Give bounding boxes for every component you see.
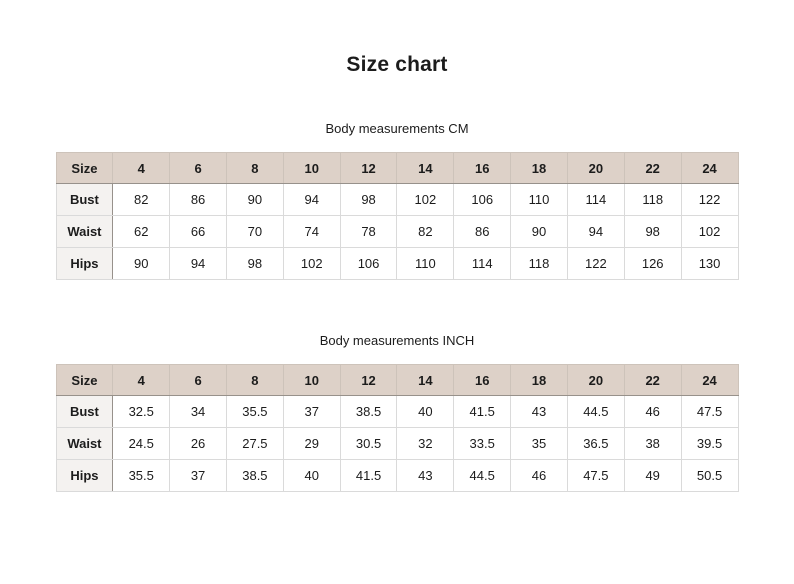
measurement-cell: 94 xyxy=(283,184,340,216)
measurement-cell: 37 xyxy=(170,460,227,492)
measurement-cell: 41.5 xyxy=(454,396,511,428)
measurement-cell: 32.5 xyxy=(113,396,170,428)
measurement-cell: 66 xyxy=(170,216,227,248)
row-label: Waist xyxy=(56,428,113,460)
size-column-header: 10 xyxy=(283,365,340,396)
size-column-header: 10 xyxy=(283,153,340,184)
measurement-cell: 118 xyxy=(624,184,681,216)
measurement-cell: 90 xyxy=(226,184,283,216)
measurement-cell: 114 xyxy=(454,248,511,280)
measurement-cell: 29 xyxy=(283,428,340,460)
row-label: Waist xyxy=(56,216,113,248)
measurement-cell: 40 xyxy=(283,460,340,492)
table-caption-cm: Body measurements CM xyxy=(325,121,469,136)
measurement-cell: 102 xyxy=(283,248,340,280)
measurement-cell: 110 xyxy=(397,248,454,280)
size-column-header: 24 xyxy=(681,365,738,396)
measurement-cell: 94 xyxy=(567,216,624,248)
measurement-cell: 44.5 xyxy=(567,396,624,428)
measurement-cell: 130 xyxy=(681,248,738,280)
size-column-header: 14 xyxy=(397,153,454,184)
measurement-cell: 50.5 xyxy=(681,460,738,492)
measurement-cell: 44.5 xyxy=(454,460,511,492)
measurement-cell: 27.5 xyxy=(226,428,283,460)
measurement-cell: 32 xyxy=(397,428,454,460)
measurement-cell: 26 xyxy=(170,428,227,460)
size-column-header: 8 xyxy=(226,365,283,396)
measurement-cell: 33.5 xyxy=(454,428,511,460)
table-row xyxy=(56,396,738,428)
size-column-header: 6 xyxy=(170,153,227,184)
measurement-cell: 40 xyxy=(397,396,454,428)
measurement-cell: 41.5 xyxy=(340,460,397,492)
size-column-header: 4 xyxy=(113,365,170,396)
header-row xyxy=(56,365,738,396)
measurement-cell: 78 xyxy=(340,216,397,248)
measurement-cell: 94 xyxy=(170,248,227,280)
measurement-cell: 98 xyxy=(624,216,681,248)
measurement-cell: 38 xyxy=(624,428,681,460)
size-table-section-inch xyxy=(0,333,794,492)
row-label: Bust xyxy=(56,184,113,216)
page-title: Size chart xyxy=(346,53,448,76)
measurement-cell: 82 xyxy=(397,216,454,248)
header-row xyxy=(56,153,738,184)
table-row xyxy=(56,184,738,216)
size-column-header: 12 xyxy=(340,153,397,184)
measurement-cell: 38.5 xyxy=(340,396,397,428)
measurement-cell: 24.5 xyxy=(113,428,170,460)
table-row xyxy=(56,460,738,492)
row-label: Hips xyxy=(56,460,113,492)
measurement-cell: 46 xyxy=(624,396,681,428)
measurement-cell: 37 xyxy=(283,396,340,428)
measurement-cell: 38.5 xyxy=(226,460,283,492)
measurement-cell: 102 xyxy=(681,216,738,248)
size-column-header: 20 xyxy=(567,365,624,396)
measurement-cell: 46 xyxy=(511,460,568,492)
table-row xyxy=(56,428,738,460)
measurement-cell: 62 xyxy=(113,216,170,248)
measurement-cell: 106 xyxy=(340,248,397,280)
size-column-header: 8 xyxy=(226,153,283,184)
size-column-header: 6 xyxy=(170,365,227,396)
measurement-cell: 122 xyxy=(567,248,624,280)
measurement-cell: 118 xyxy=(511,248,568,280)
size-column-header: 16 xyxy=(454,365,511,396)
size-column-header: 4 xyxy=(113,153,170,184)
size-table-section-cm xyxy=(0,121,794,280)
row-label: Bust xyxy=(56,396,113,428)
size-header-label: Size xyxy=(56,153,113,184)
size-column-header: 18 xyxy=(511,153,568,184)
measurement-cell: 49 xyxy=(624,460,681,492)
table-row xyxy=(56,216,738,248)
table-caption-inch: Body measurements INCH xyxy=(319,333,475,348)
measurement-cell: 86 xyxy=(170,184,227,216)
measurement-cell: 47.5 xyxy=(681,396,738,428)
size-column-header: 18 xyxy=(511,365,568,396)
measurement-cell: 82 xyxy=(113,184,170,216)
measurement-cell: 70 xyxy=(226,216,283,248)
measurement-cell: 106 xyxy=(454,184,511,216)
measurement-cell: 74 xyxy=(283,216,340,248)
table-row xyxy=(56,248,738,280)
measurement-cell: 35.5 xyxy=(113,460,170,492)
measurement-cell: 102 xyxy=(397,184,454,216)
size-table-cm xyxy=(56,152,739,280)
measurement-cell: 90 xyxy=(113,248,170,280)
measurement-cell: 43 xyxy=(511,396,568,428)
measurement-cell: 43 xyxy=(397,460,454,492)
measurement-cell: 35 xyxy=(511,428,568,460)
size-column-header: 16 xyxy=(454,153,511,184)
measurement-cell: 110 xyxy=(511,184,568,216)
measurement-cell: 39.5 xyxy=(681,428,738,460)
measurement-cell: 47.5 xyxy=(567,460,624,492)
size-column-header: 22 xyxy=(624,365,681,396)
size-column-header: 20 xyxy=(567,153,624,184)
row-label: Hips xyxy=(56,248,113,280)
measurement-cell: 122 xyxy=(681,184,738,216)
measurement-cell: 30.5 xyxy=(340,428,397,460)
measurement-cell: 114 xyxy=(567,184,624,216)
measurement-cell: 98 xyxy=(340,184,397,216)
measurement-cell: 90 xyxy=(511,216,568,248)
measurement-cell: 35.5 xyxy=(226,396,283,428)
measurement-cell: 126 xyxy=(624,248,681,280)
size-column-header: 24 xyxy=(681,153,738,184)
size-column-header: 22 xyxy=(624,153,681,184)
measurement-cell: 34 xyxy=(170,396,227,428)
size-table-inch xyxy=(56,364,739,492)
measurement-cell: 36.5 xyxy=(567,428,624,460)
measurement-cell: 86 xyxy=(454,216,511,248)
size-header-label: Size xyxy=(56,365,113,396)
measurement-cell: 98 xyxy=(226,248,283,280)
size-column-header: 14 xyxy=(397,365,454,396)
size-column-header: 12 xyxy=(340,365,397,396)
